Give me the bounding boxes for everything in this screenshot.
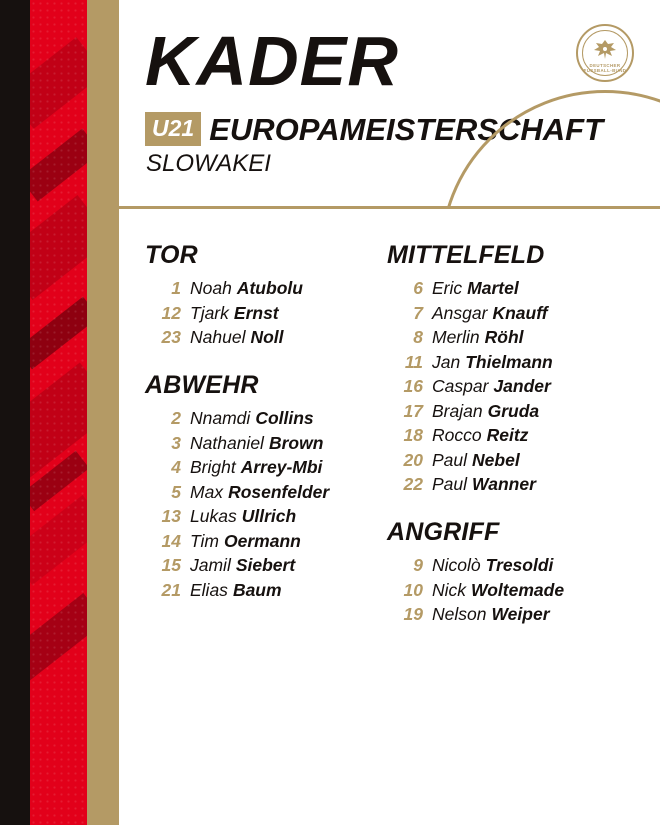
player-first-name: Paul bbox=[432, 474, 468, 494]
player-row bbox=[387, 279, 637, 298]
player-last-name: Martel bbox=[467, 278, 519, 298]
player-first-name: Noah bbox=[190, 278, 232, 298]
player-row bbox=[387, 556, 637, 575]
player-last-name: Knauff bbox=[492, 302, 548, 323]
decorative-black-stripe bbox=[0, 0, 30, 825]
player-last-name: Ullrich bbox=[241, 506, 297, 526]
player-first-name: Brajan bbox=[432, 400, 483, 421]
player-last-name: Reitz bbox=[486, 425, 529, 445]
position-group bbox=[387, 518, 637, 624]
player-row bbox=[387, 402, 637, 421]
squad-lists bbox=[119, 209, 660, 825]
player-number: 5 bbox=[171, 481, 181, 502]
player-row bbox=[145, 328, 375, 347]
decorative-dot-pattern bbox=[30, 0, 87, 825]
page-title: KADER bbox=[145, 22, 399, 100]
competition-title: EUROPAMEISTERSCHAFT bbox=[209, 111, 604, 147]
player-first-name: Caspar bbox=[432, 376, 489, 396]
position-group bbox=[145, 371, 375, 600]
player-first-name: Lukas bbox=[190, 506, 237, 526]
player-row bbox=[387, 451, 637, 470]
player-first-name: Nathaniel bbox=[190, 432, 264, 453]
player-last-name: Atubolu bbox=[236, 278, 303, 298]
player-number: 1 bbox=[171, 278, 181, 298]
player-first-name: Max bbox=[190, 481, 224, 502]
player-number: 4 bbox=[171, 457, 181, 477]
player-row bbox=[145, 279, 375, 298]
player-first-name: Jan bbox=[432, 351, 461, 372]
player-last-name: Noll bbox=[250, 327, 284, 347]
player-first-name: Nick bbox=[432, 579, 467, 600]
player-first-name: Nelson bbox=[432, 604, 487, 624]
player-number: 12 bbox=[161, 302, 181, 323]
player-first-name: Merlin bbox=[432, 327, 480, 347]
position-group bbox=[387, 241, 637, 494]
player-row bbox=[387, 304, 637, 323]
player-number: 11 bbox=[404, 351, 423, 372]
player-number: 16 bbox=[403, 376, 423, 396]
player-number: 18 bbox=[403, 425, 423, 445]
player-row bbox=[145, 556, 375, 575]
decorative-gold-stripe bbox=[87, 0, 119, 825]
left-column bbox=[145, 241, 375, 624]
player-number: 9 bbox=[413, 555, 423, 575]
player-last-name: Nebel bbox=[472, 449, 520, 470]
player-row bbox=[145, 409, 375, 428]
player-last-name: Baum bbox=[232, 579, 282, 600]
right-column bbox=[387, 241, 637, 648]
position-group-title: TOR bbox=[145, 241, 198, 269]
player-row bbox=[387, 353, 637, 372]
player-row bbox=[145, 581, 375, 600]
player-number: 23 bbox=[161, 327, 181, 347]
position-group-title: ABWEHR bbox=[145, 371, 259, 399]
player-first-name: Nnamdi bbox=[190, 408, 251, 428]
player-first-name: Jamil bbox=[190, 555, 231, 575]
player-row bbox=[387, 426, 637, 445]
player-last-name: Wanner bbox=[472, 474, 536, 494]
eagle-icon bbox=[590, 38, 620, 64]
player-last-name: Jander bbox=[493, 376, 551, 396]
player-number: 6 bbox=[413, 278, 423, 298]
player-last-name: Ernst bbox=[233, 302, 279, 323]
player-first-name: Elias bbox=[190, 579, 228, 600]
player-row bbox=[145, 458, 375, 477]
player-last-name: Tresoldi bbox=[485, 555, 554, 575]
player-first-name: Paul bbox=[432, 449, 468, 470]
player-row bbox=[145, 483, 375, 502]
player-first-name: Bright bbox=[190, 457, 236, 477]
player-last-name: Collins bbox=[255, 408, 314, 428]
player-last-name: Weiper bbox=[491, 604, 550, 624]
player-first-name: Tjark bbox=[190, 302, 229, 323]
player-number: 13 bbox=[161, 506, 181, 526]
player-last-name: Rosenfelder bbox=[228, 481, 330, 502]
player-first-name: Rocco bbox=[432, 425, 482, 445]
player-number: 8 bbox=[413, 327, 423, 347]
player-last-name: Brown bbox=[268, 432, 324, 453]
player-number: 22 bbox=[403, 474, 423, 494]
position-group-title: ANGRIFF bbox=[387, 518, 500, 546]
player-row bbox=[145, 434, 375, 453]
player-last-name: Woltemade bbox=[471, 579, 565, 600]
player-last-name: Gruda bbox=[487, 400, 540, 421]
player-number: 19 bbox=[403, 604, 423, 624]
player-first-name: Eric bbox=[432, 278, 463, 298]
player-number: 17 bbox=[403, 400, 423, 421]
player-number: 2 bbox=[171, 408, 181, 428]
player-number: 3 bbox=[171, 432, 181, 453]
player-first-name: Nicolò bbox=[432, 555, 481, 575]
player-number: 15 bbox=[161, 555, 181, 575]
player-last-name: Siebert bbox=[235, 555, 296, 575]
player-number: 7 bbox=[413, 302, 423, 323]
player-number: 20 bbox=[403, 449, 423, 470]
emblem-label: DEUTSCHER FUSSBALL-BUND bbox=[583, 63, 627, 73]
player-first-name: Ansgar bbox=[432, 302, 488, 323]
player-row bbox=[145, 304, 375, 323]
player-row bbox=[387, 581, 637, 600]
player-last-name: Röhl bbox=[484, 327, 524, 347]
player-row bbox=[387, 605, 637, 624]
player-first-name: Tim bbox=[190, 530, 220, 551]
player-number: 10 bbox=[403, 579, 423, 600]
player-last-name: Thielmann bbox=[465, 351, 553, 372]
player-row bbox=[387, 475, 637, 494]
u21-badge: U21 bbox=[145, 112, 201, 146]
player-number: 21 bbox=[161, 579, 181, 600]
host-country: SLOWAKEI bbox=[146, 150, 271, 177]
player-last-name: Oermann bbox=[224, 530, 301, 551]
position-group-title: MITTELFELD bbox=[387, 241, 545, 269]
player-row bbox=[145, 532, 375, 551]
dfb-emblem-icon bbox=[576, 24, 634, 82]
player-row bbox=[387, 328, 637, 347]
player-number: 14 bbox=[161, 530, 181, 551]
position-group bbox=[145, 241, 375, 347]
player-row bbox=[145, 507, 375, 526]
player-row bbox=[387, 377, 637, 396]
player-first-name: Nahuel bbox=[190, 327, 246, 347]
player-last-name: Arrey-Mbi bbox=[240, 457, 323, 477]
